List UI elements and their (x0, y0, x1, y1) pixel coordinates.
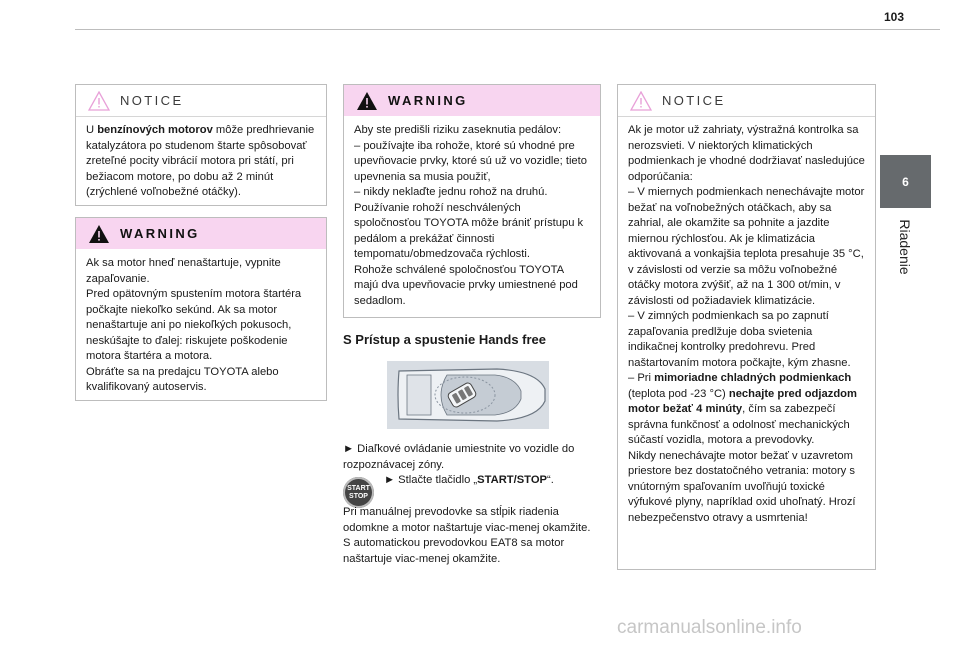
notice-title: NOTICE (662, 93, 726, 108)
warning-text: Aby ste predišli riziku zaseknutia pedálov: – používajte iba rohože, ktoré sú vhodné pre upevňovacie prvky, ktoré sú už vo vozidle; tieto upevnenia sa musia použiť, – nikdy neklaďte jednu rohož na druhú. Používanie rohoží neschválených spoločnosťou TOYOTA môže brániť prístupu k pedálom a prekážať činnosti tempomatu/obmedzovača rýchlosti. Rohože schválené spoločnosťou TOYOTA majú dva upevňovacie prvky umiestnené pod sedadlom. (354, 124, 587, 307)
notice-box-catalyst (75, 84, 327, 206)
warning-triangle-icon (356, 91, 378, 111)
notice-text: Ak je motor už zahriaty, výstražná kontrolka sa nerozsvieti. V niektorých klimatických podmienkach je vhodné dodržiavať nasledujúce odporúčania: – V miernych podmienkach nenechávajte motor bežať na voľnobežných otáčkach, aby sa zahrial, ale okamžite sa pohnite a jazdite miernou rýchlosťou. Ak je klimatizácia aktivovaná a vonkajšia teplota presahuje 35 °C, v závislosti od verzie sa môžu voľnobežné otáčky motora zvýšiť, až na 1 300 ot/min, v závislosti od požiadaviek klimatizácie. – V zimných podmienkach sa po zapnutí zapaľovania predlžuje doba svietenia indikačnej kontrolky predohrevu. Pred naštartovaním motora počkajte, kým zhasne. – Pri (628, 124, 865, 384)
warning-body (344, 116, 600, 315)
notice-text: U (86, 124, 98, 136)
notice-text: môže predhrievanie katalyzátora po studenom štarte spôsobovať zreteľné pocity vibrácií motora pri státí, pri bežiacom motore, po dobu až 2 minút (zrýchlené voľnobežné otáčky). (86, 124, 315, 198)
top-rule (75, 29, 940, 30)
step-text: ► Stlačte tlačidlo „ (384, 474, 478, 486)
notice-body (618, 117, 875, 532)
chapter-tab (880, 155, 931, 208)
page-number: 103 (884, 10, 905, 24)
start-stop-button-icon (343, 477, 374, 508)
warning-text: Ak sa motor hneď nenaštartuje, vypnite zapaľovanie. Pred opätovným spustením motora štartéra počkajte niekoľko sekúnd. Ak sa motor nenaštartuje ani po niekoľkých pokusoch, neskúšajte to ďalej: riskujete poškodenie motora štartéra a motora. Obráťte sa na predajcu TOYOTA alebo kvalifikovaný autoservis. (86, 257, 302, 393)
step-text: ► Diaľkové ovládanie umiestnite vo vozidle do rozpoznávacej zóny. (343, 443, 575, 471)
notice-header (76, 85, 326, 117)
paragraph-text: Pri manuálnej prevodovke sa stĺpik riadenia odomkne a motor naštartuje viac-menej okamžite. S automatickou prevodovkou EAT8 sa motor naštartuje viac-menej okamžite. (343, 506, 591, 565)
chapter-number: 6 (902, 174, 909, 189)
warning-triangle-icon (88, 224, 110, 244)
start-label: START (347, 484, 370, 492)
chapter-title: Riadenie (897, 219, 913, 275)
start-stop-label: START/STOP (477, 474, 547, 486)
step-text: “. (546, 474, 554, 486)
stop-label: STOP (349, 492, 368, 500)
warning-box-start-failure (75, 217, 327, 401)
warning-header (76, 218, 326, 249)
transmission-paragraph (343, 505, 601, 567)
warning-title: WARNING (388, 93, 468, 108)
notice-text: , čím sa zabezpečí správna funkčnosť a odolnosť mechanických súčastí vozidla, motora a prevodovky. Nikdy nenechávajte motor bežať v uzavretom priestore bez dostatočného vetrania: motory s vnútorným spaľovaním uvoľňujú toxické výfukové plyny, napríklad oxid uhoľnatý. Hrozí nebezpečenstvo otravy a usmrtenia! (628, 403, 856, 524)
notice-bold: mimoriadne chladných podmienkach (654, 372, 852, 384)
car-key-illustration (387, 361, 549, 429)
notice-box-warm-engine (617, 84, 876, 570)
notice-header (618, 85, 875, 117)
watermark: carmanualsonline.info (617, 617, 802, 638)
warning-box-floor-mats (343, 84, 601, 318)
warning-body (76, 249, 326, 402)
notice-bold: nechajte pred odjazdom motor bežať 4 minúty (628, 387, 857, 415)
step-remote (343, 442, 601, 473)
warning-triangle-icon (88, 91, 110, 111)
warning-header (344, 85, 600, 116)
warning-triangle-icon (630, 91, 652, 111)
notice-bold: benzínových motorov (97, 124, 213, 136)
notice-text: (teplota pod -23 °C) (628, 387, 729, 400)
section-title: S Prístup a spustenie Hands free (343, 332, 547, 347)
warning-title: WARNING (120, 226, 200, 241)
notice-title: NOTICE (120, 93, 184, 108)
step-start-stop (384, 473, 604, 489)
notice-body (76, 117, 326, 207)
